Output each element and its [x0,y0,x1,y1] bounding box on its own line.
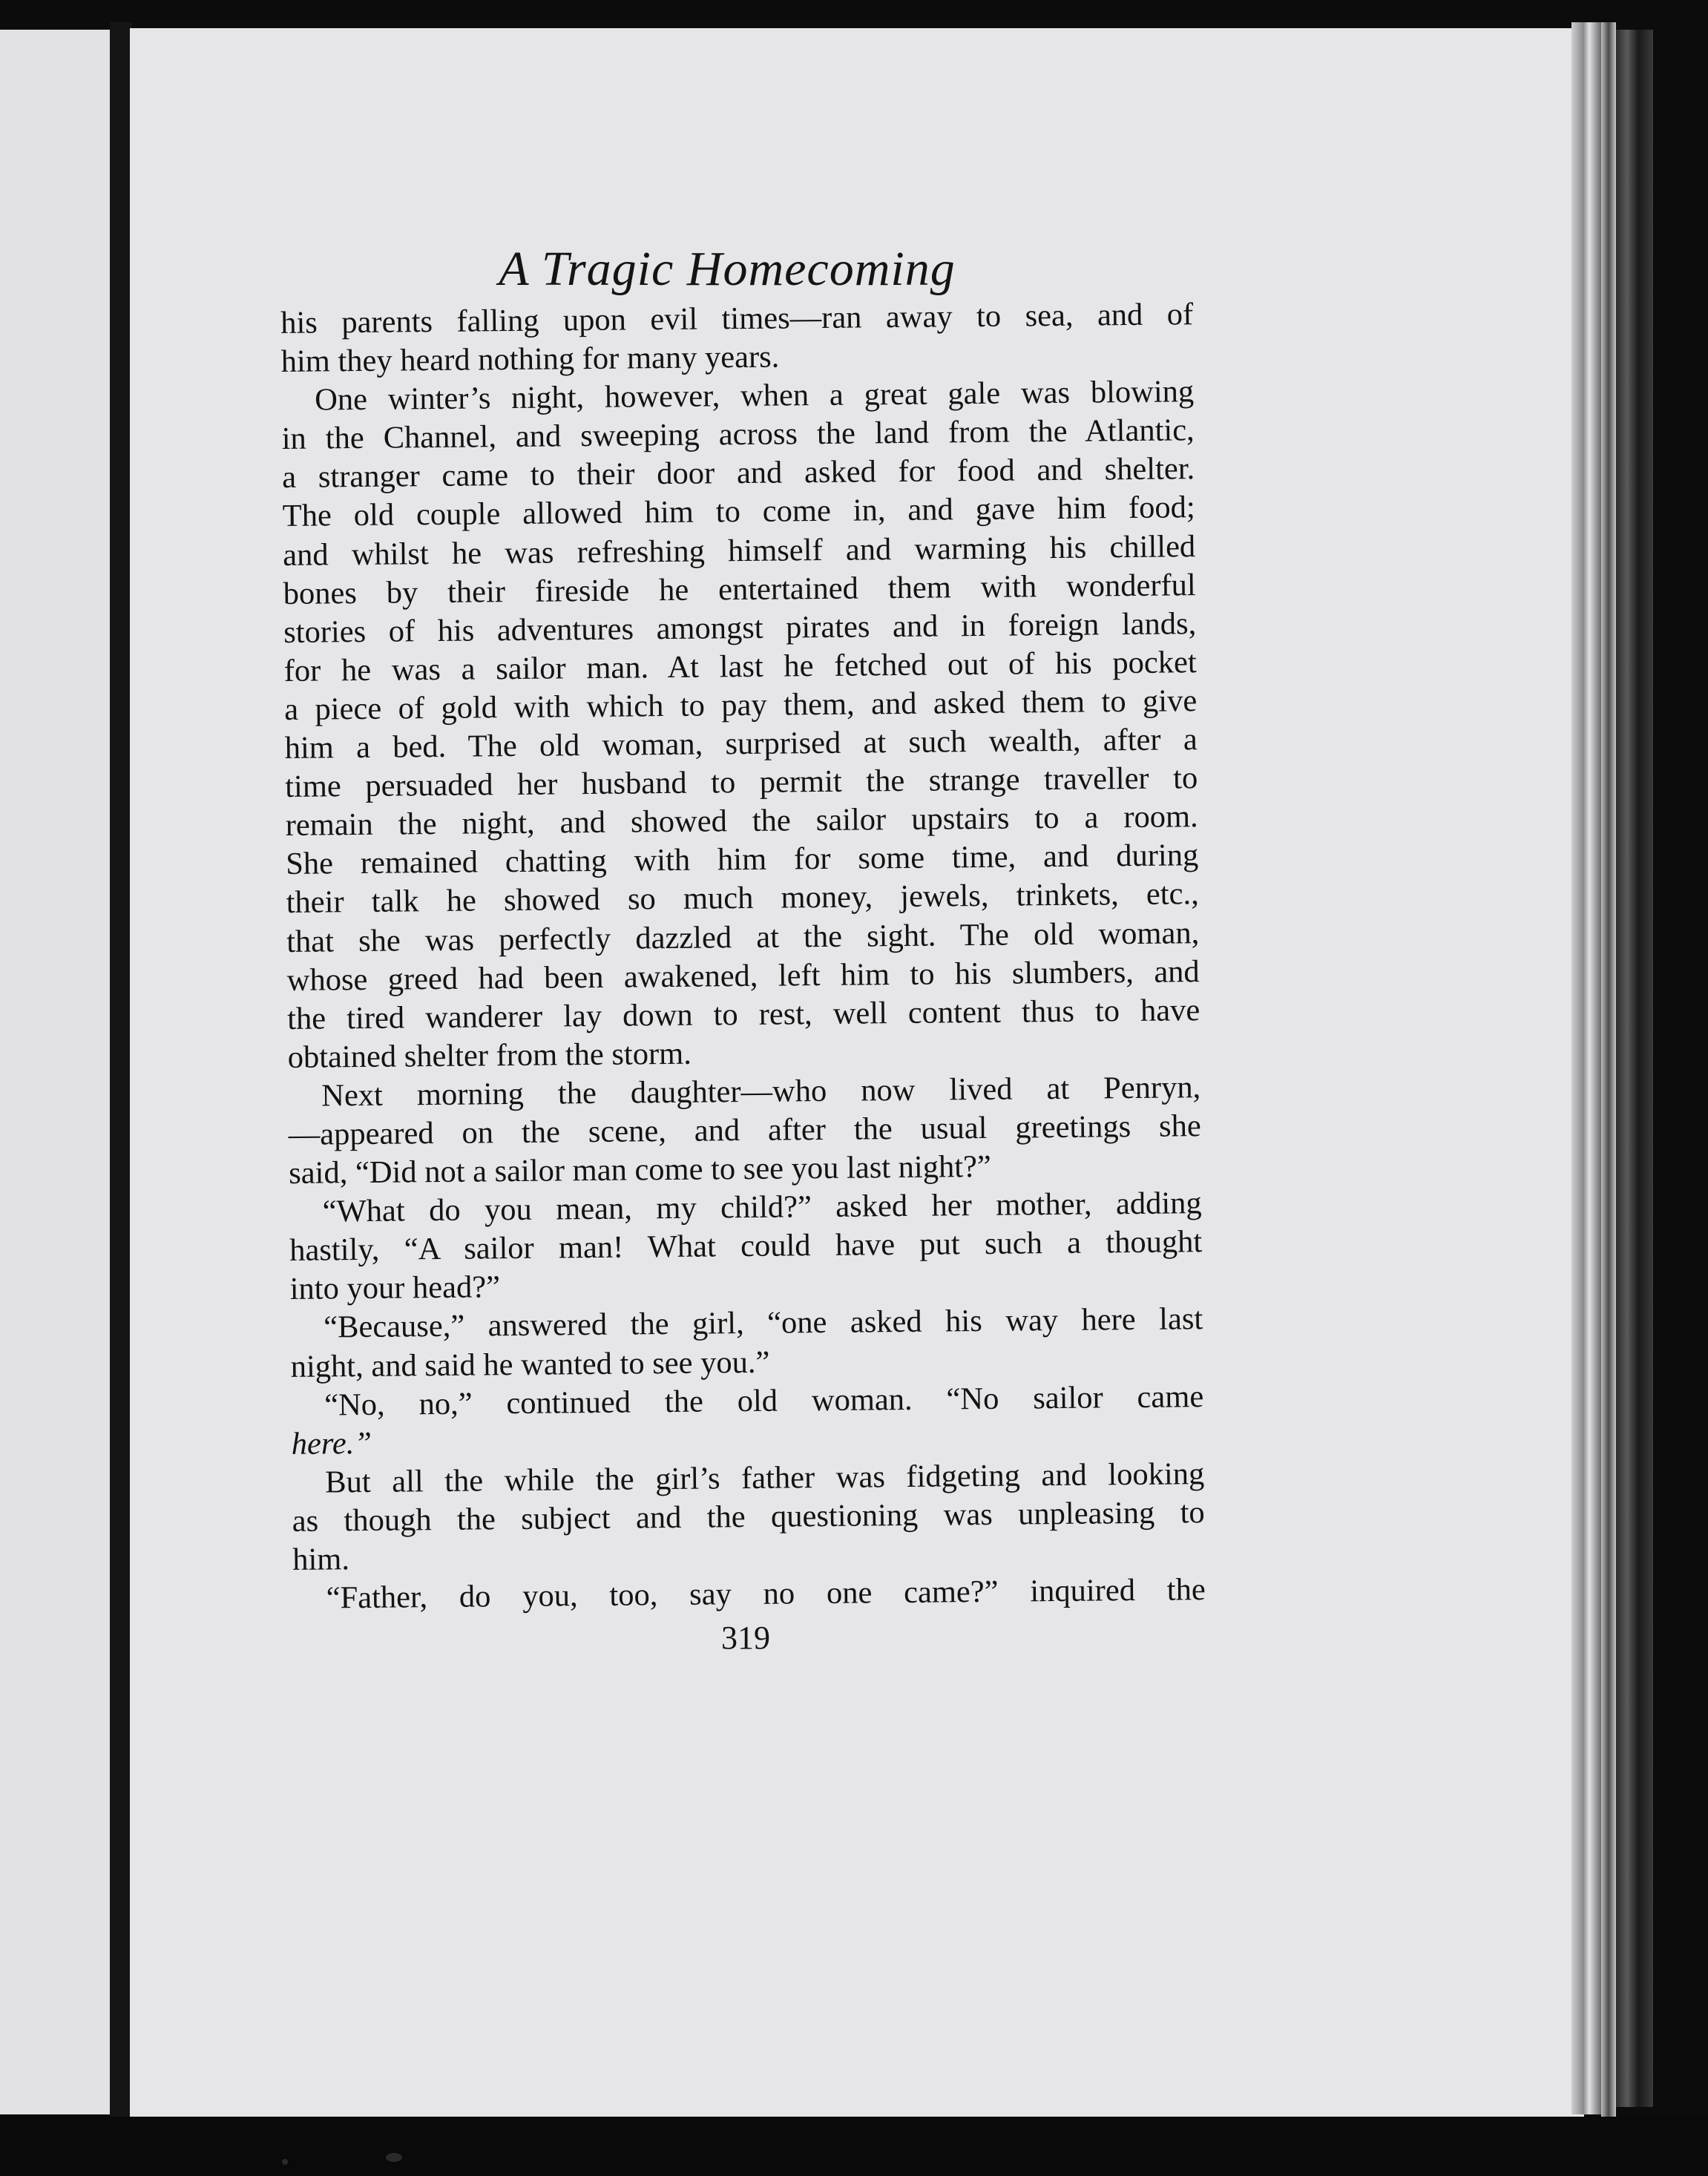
text-line: The old couple allowed him to come in, and gave him food; [282,490,1195,534]
page-stack-edge-inner [1601,22,1616,2122]
text-line: him a bed. The old woman, surprised at such wealth, after a [284,722,1198,766]
text-line: night, and said he wanted to see you.” [290,1344,770,1384]
text-line: whose greed had been awakened, left him to his slumbers, and [286,953,1200,998]
scan-speck [386,2153,402,2162]
text-line: “No, no,” continued the old woman. “No sailor came [324,1378,1204,1423]
text-line: said, “Did not a sailor man come to see you last night?” [289,1148,991,1191]
text-line: One winter’s night, however, when a great gale was blowing [315,374,1195,418]
text-line: and whilst he was refreshing himself and warming his chilled [283,528,1196,573]
text-line-italic: here.” [291,1425,372,1462]
text-line: But all the while the girl’s father was fidgeting and looking [325,1456,1205,1500]
text-line: “Father, do you, too, say no one came?” inquired the [326,1572,1206,1616]
text-line: his parents falling upon evil times—ran away to sea, and of [280,297,1194,341]
text-line: stories of his adventures amongst pirates and in foreign lands, [283,605,1197,650]
text-line: for he was a sailor man. At last he fetched out of his pocket [283,645,1197,688]
text-line: obtained shelter from the storm. [287,1036,692,1075]
text-line: that she was perfectly dazzled at the sight. The old woman, [286,915,1200,959]
page-number: 319 [721,1620,770,1656]
running-head: A Tragic Homecoming [499,242,956,296]
text-line: time persuaded her husband to permit the strange traveller to [285,760,1198,805]
scan-border [0,2117,1708,2176]
text-line: as though the subject and the questioning was unpleasing to [292,1495,1205,1539]
text-line: him they heard nothing for many years. [280,339,780,380]
book-gutter [110,22,132,2152]
text-line: in the Channel, and sweeping across the land from the Atlantic, [281,412,1195,457]
text-line: Next morning the daughter—who now lived at Penryn, [321,1070,1201,1114]
text-line: their talk he showed so much money, jewels, trinkets, etc., [286,876,1199,921]
text-line: a stranger came to their door and asked for food and shelter. [282,451,1195,496]
text-line: hastily, “A sailor man! What could have put such a thought [289,1224,1203,1269]
text-line: into your head?” [289,1269,501,1307]
page-stack-edge [1571,22,1601,2114]
text-line: him. [292,1542,350,1577]
text-line: a piece of gold with which to pay them, and asked them to give [284,683,1198,727]
body-text [280,295,1206,1618]
text-line: the tired wanderer lay down to rest, well content thus to have [287,992,1200,1036]
text-line: “Because,” answered the girl, “one asked his way here last [323,1301,1203,1345]
text-line: She remained chatting with him for some time, and during [286,838,1199,882]
left-page-edge [0,30,111,2114]
book-cover-edge [1616,30,1653,2107]
text-line: remain the night, and showed the sailor upstairs to a room. [285,799,1198,844]
scan-speck [282,2159,288,2165]
text-line: “What do you mean, my child?” asked her mother, adding [322,1186,1202,1229]
text-line: —appeared on the scene, and after the usual greetings she [288,1108,1201,1152]
text-line: bones by their fireside he entertained them with wonderful [283,567,1196,611]
